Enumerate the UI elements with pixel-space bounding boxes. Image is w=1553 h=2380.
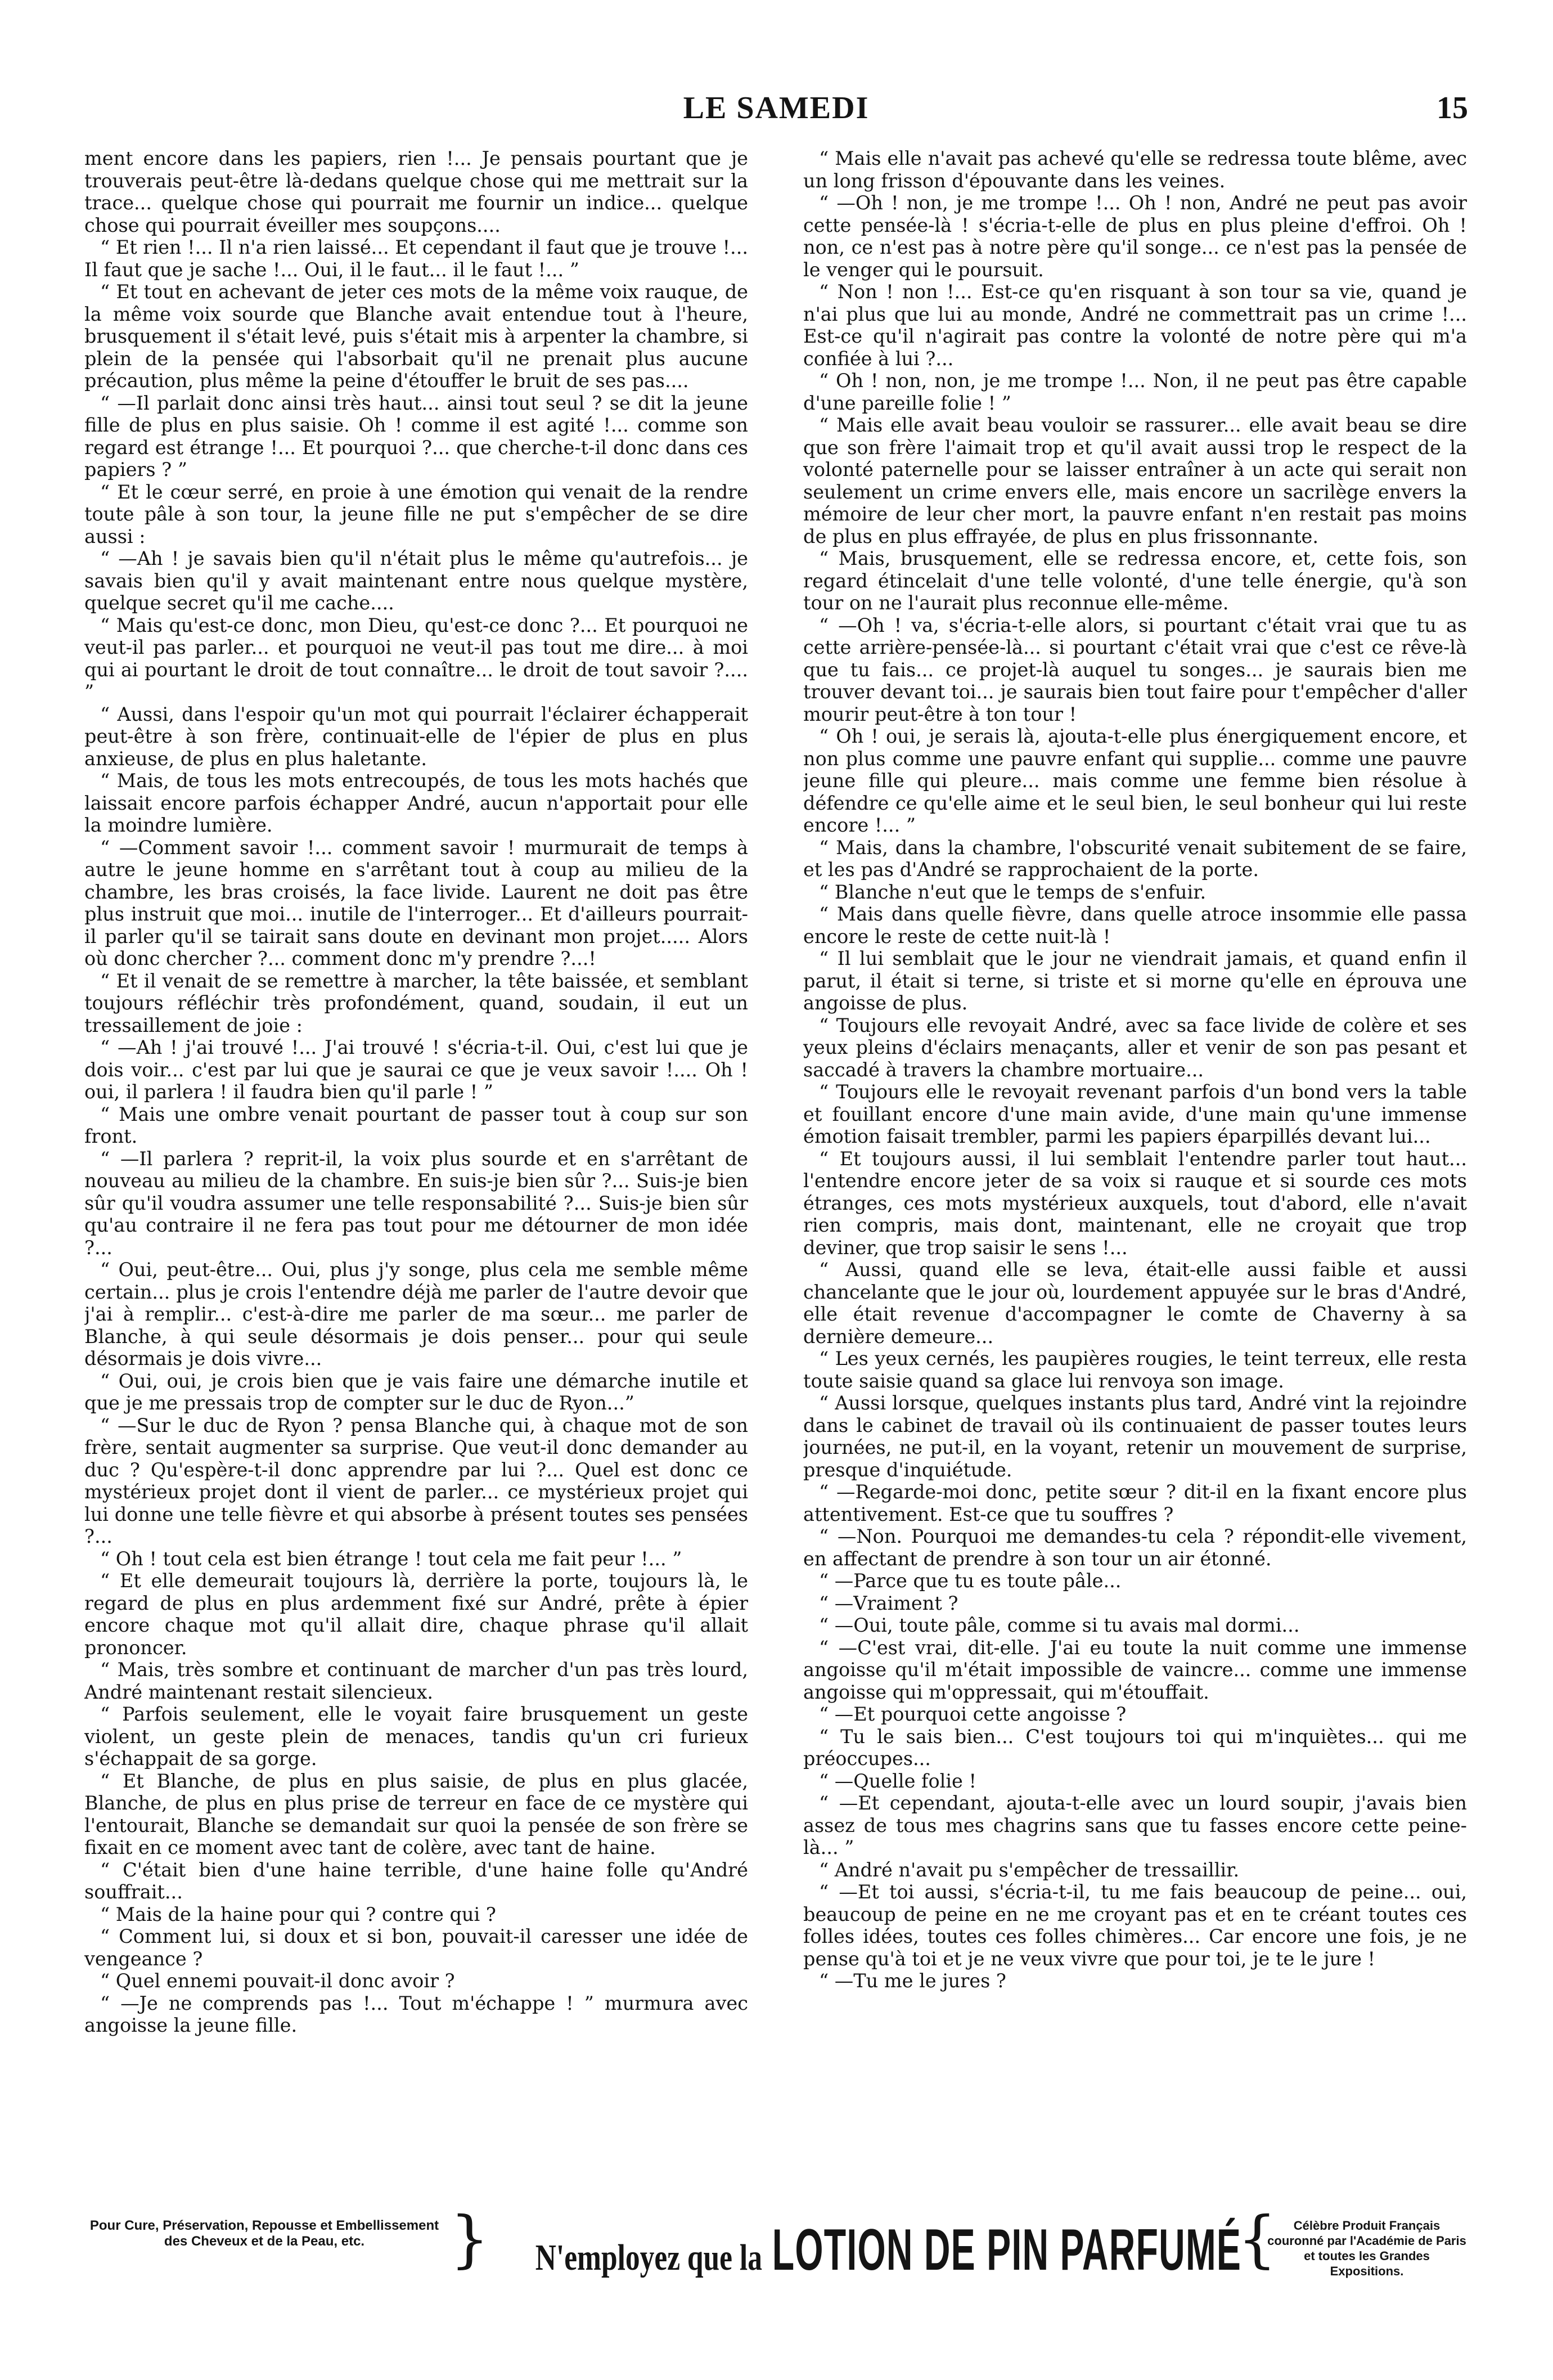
paragraph: “ Et elle demeurait toujours là, derrière la porte, toujours là, le regard de plus en plus ardemment fixé sur André, prête à épier encore chaque mot qu'il allait dire, chaque phrase qu'il allait prononcer. bbox=[84, 1570, 748, 1659]
paragraph: “ —Comment savoir !... comment savoir ! murmurait de temps à autre le jeune homme en s'arrêtant tout à coup au milieu de la chambre, les bras croisés, la face livide. Laurent ne doit pas être plus instruit que moi... inutile de l'interroger... Et d'ailleurs pourrait-il parler qu'il se tairait sans doute en devinant mon projet..... Alors où donc chercher ?... comment donc m'y prendre ?...! bbox=[84, 836, 748, 969]
paragraph: “ Mais, très sombre et continuant de marcher d'un pas très lourd, André maintenant restait silencieux. bbox=[84, 1659, 748, 1703]
paragraph: “ —Parce que tu es toute pâle... bbox=[819, 1570, 1122, 1592]
ad-right-caption: Célèbre Produit Français couronné par l'Académie de Paris et toutes les Grandes Expositions. bbox=[1267, 2219, 1466, 2278]
paragraph: “ —Quelle folie ! bbox=[819, 1770, 976, 1792]
paragraph: “ C'était bien d'une haine terrible, d'une haine folle qu'André souffrait... bbox=[84, 1858, 748, 1903]
paragraph: “ Tu le sais bien... C'est toujours toi qui m'inquiètes... qui me préoccupes... bbox=[803, 1725, 1467, 1770]
paragraph: “ —Sur le duc de Ryon ? pensa Blanche qui, à chaque mot de son frère, sentait augmenter sa surprise. Que veut-il donc demander au duc ? Qu'espère-t-il donc apprendre par lui ?... Quel est donc ce mystérieux projet dont il vient de parler... ce mystérieux projet qui lui donne une telle fièvre et qui absorbe à présent toutes ses pensées ?... bbox=[84, 1414, 748, 1547]
paragraph: “ —Et toi aussi, s'écria-t-il, tu me fais beaucoup de peine... oui, beaucoup de peine en ne me croyant pas et en te créant toutes ces folles idées, toutes ces folles chimères... Car encore une fois, je ne pense qu'à toi et je ne veux vivre que pour toi, je te le jure ! bbox=[803, 1881, 1467, 1970]
ad-brace-right: { bbox=[1237, 2203, 1277, 2275]
paragraph: “ Mais une ombre venait pourtant de passer tout à coup sur son front. bbox=[84, 1103, 748, 1147]
left-text-column bbox=[84, 147, 748, 2190]
paragraph: “ Mais elle n'avait pas achevé qu'elle se redressa toute blême, avec un long frisson d'épouvante dans les veines. bbox=[803, 147, 1467, 192]
paragraph: “ Quel ennemi pouvait-il donc avoir ? bbox=[100, 1970, 455, 1992]
paragraph: “ Oui, peut-être... Oui, plus j'y songe, plus cela me semble même certain... plus je crois l'entendre déjà me parler de l'autre devoir que j'ai à remplir... c'est-à-dire me parler de ma sœur... me parler de Blanche, à qui seule désormais je dois penser... pour qui seule désormais je dois vivre... bbox=[84, 1259, 748, 1369]
paragraph: “ —Oh ! non, je me trompe !... Oh ! non, André ne peut pas avoir cette pensée-là ! s'écria-t-elle de plus en plus pleine d'effroi. Oh ! non, ce n'est pas à notre père qu'il songe... ce n'est pas la pensée de le venger qui le poursuit. bbox=[803, 192, 1467, 281]
paragraph: ment encore dans les papiers, rien !... Je pensais pourtant que je trouverais peut-être là-dedans quelque chose qui me mettrait sur la trace... quelque chose qui pourrait me fournir un indice... quelque chose qui pourrait éveiller mes soupçons.... bbox=[84, 147, 748, 236]
newspaper-title: LE SAMEDI bbox=[683, 91, 870, 125]
paragraph: “ Et le cœur serré, en proie à une émotion qui venait de la rendre toute pâle à son tour, la jeune fille ne put s'empêcher de se dire aussi : bbox=[84, 481, 748, 547]
paragraph: “ Mais qu'est-ce donc, mon Dieu, qu'est-ce donc ?... Et pourquoi ne veut-il pas parler... et pourquoi ne veut-il pas tout me dire... à moi qui ai pourtant le droit de tout connaître... le droit de tout savoir ?.... ” bbox=[84, 614, 748, 703]
paragraph: “ André n'avait pu s'empêcher de tressaillir. bbox=[819, 1858, 1240, 1881]
paragraph: “ —Et pourquoi cette angoisse ? bbox=[819, 1703, 1127, 1725]
paragraph: “ —Tu me le jures ? bbox=[819, 1970, 1006, 1992]
paragraph: “ Aussi lorsque, quelques instants plus tard, André vint la rejoindre dans le cabinet de travail où ils continuaient de passer toutes leurs journées, ne put-il, en la voyant, retenir un mouvement de surprise, presque d'inquiétude. bbox=[803, 1392, 1467, 1481]
paragraph: “ Mais dans quelle fièvre, dans quelle atroce insommie elle passa encore le reste de cette nuit-là ! bbox=[803, 903, 1467, 947]
paragraph: “ Aussi, dans l'espoir qu'un mot qui pourrait l'éclairer échapperait peut-être à son frère, continuait-elle de l'épier de plus en plus anxieuse, de plus en plus haletante. bbox=[84, 703, 748, 770]
page-header bbox=[84, 90, 1468, 124]
paragraph: “ Et il venait de se remettre à marcher, la tête baissée, et semblant toujours réfléchir très profondément, quand, soudain, il eut un tressaillement de joie : bbox=[84, 969, 748, 1036]
paragraph: “ —Oui, toute pâle, comme si tu avais mal dormi... bbox=[819, 1614, 1300, 1636]
paragraph: “ —Vraiment ? bbox=[819, 1592, 958, 1614]
paragraph: “ Mais de la haine pour qui ? contre qui ? bbox=[100, 1903, 496, 1925]
right-text-column bbox=[803, 147, 1467, 2190]
paragraph: “ Et toujours aussi, il lui semblait l'entendre parler tout haut... l'entendre encore jeter de sa voix si rauque et si sourde ces mots étranges, ces mots mystérieux auxquels, tout d'abord, elle n'avait rien compris, mais dont, maintenant, elle ne croyait que trop deviner, que trop saisir le sens !... bbox=[803, 1147, 1467, 1259]
paragraph: “ Et tout en achevant de jeter ces mots de la même voix rauque, de la même voix sourde que Blanche avait entendue tout à l'heure, brusquement il s'était levé, puis s'était mis à arpenter la chambre, si plein de la pensée qui l'absorbait qu'il ne prenait plus aucune précaution, plus même la peine d'étouffer le bruit de ses pas.... bbox=[84, 281, 748, 392]
paragraph: “ Aussi, quand elle se leva, était-elle aussi faible et aussi chancelante que le jour où, lourdement appuyée sur le bras d'André, elle était revenue d'accompagner le comte de Chaverny à sa dernière demeure... bbox=[803, 1259, 1467, 1348]
ad-product-name: LOTION DE PIN PARFUMÉ bbox=[772, 2217, 1241, 2283]
paragraph: “ Oh ! tout cela est bien étrange ! tout cela me fait peur !... ” bbox=[100, 1547, 682, 1570]
paragraph: “ Parfois seulement, elle le voyait faire brusquement un geste violent, un geste plein de menaces, tandis qu'un cri furieux s'échappait de sa gorge. bbox=[84, 1703, 748, 1770]
paragraph: “ —Ah ! je savais bien qu'il n'était plus le même qu'autrefois... je savais bien qu'il y avait maintenant entre nous quelque mystère, quelque secret qu'il me cache.... bbox=[84, 547, 748, 614]
paragraph: “ —Je ne comprends pas !... Tout m'échappe ! ” murmura avec angoisse la jeune fille. bbox=[84, 1992, 748, 2036]
advertisement-footer bbox=[84, 2203, 1468, 2302]
paragraph: “ —Non. Pourquoi me demandes-tu cela ? répondit-elle vivement, en affectant de prendre à son tour un air étonné. bbox=[803, 1525, 1467, 1570]
paragraph: “ Mais elle avait beau vouloir se rassurer... elle avait beau se dire que son frère l'aimait trop et qu'il avait aussi trop le respect de la volonté paternelle pour se laisser entraîner à un acte qui serait non seulement un crime envers elle, mais encore un sacrilège envers la mémoire de leur cher mort, la pauvre enfant n'en restait pas moins de plus en plus effrayée, de plus en plus frissonnante. bbox=[803, 414, 1467, 547]
paragraph: “ Mais, brusquement, elle se redressa encore, et, cette fois, son regard étincelait d'une telle volonté, d'une telle énergie, qu'à son tour on ne l'aurait plus reconnue elle-même. bbox=[803, 547, 1467, 614]
paragraph: “ Blanche n'eut que le temps de s'enfuir. bbox=[819, 881, 1207, 903]
paragraph: “ Oui, oui, je crois bien que je vais faire une démarche inutile et que je me pressais trop de compter sur le duc de Ryon...” bbox=[84, 1369, 748, 1414]
paragraph: “ Non ! non !... Est-ce qu'en risquant à son tour sa vie, quand je n'ai plus que lui au monde, André ne commettrait pas un crime !... Est-ce qu'il n'agirait pas contre la volonté de notre père qui m'a confiée à lui ?... bbox=[803, 281, 1467, 370]
paragraph: “ —Regarde-moi donc, petite sœur ? dit-il en la fixant encore plus attentivement. Est-ce que tu souffres ? bbox=[803, 1481, 1467, 1525]
paragraph: “ Oh ! oui, je serais là, ajouta-t-elle plus énergiquement encore, et non plus comme une pauvre enfant qui supplie... comme une pauvre jeune fille qui pleure... mais comme une femme bien résolue à défendre ce qu'elle aime et le seul bien, le seul bonheur qui lui reste encore !... ” bbox=[803, 725, 1467, 836]
page-number: 15 bbox=[1437, 91, 1468, 125]
ad-left-caption: Pour Cure, Préservation, Repousse et Embellissement des Cheveux et de la Peau, etc. bbox=[89, 2218, 439, 2249]
paragraph: “ Oh ! non, non, je me trompe !... Non, il ne peut pas être capable d'une pareille folie ! ” bbox=[803, 370, 1467, 414]
paragraph: “ Comment lui, si doux et si bon, pouvait-il caresser une idée de vengeance ? bbox=[84, 1925, 748, 1970]
paragraph: “ Mais, de tous les mots entrecoupés, de tous les mots hachés que laissait encore parfois échapper André, aucun n'apportait pour elle la moindre lumière. bbox=[84, 770, 748, 836]
paragraph: “ —C'est vrai, dit-elle. J'ai eu toute la nuit comme une immense angoisse qu'il m'était impossible de vaincre... comme une immense angoisse qui m'oppressait, qui m'étouffait. bbox=[803, 1636, 1467, 1703]
paragraph: “ Et rien !... Il n'a rien laissé... Et cependant il faut que je trouve !... Il faut que je sache !... Oui, il le faut... il le faut !... ” bbox=[84, 236, 748, 281]
paragraph: “ —Et cependant, ajouta-t-elle avec un lourd soupir, j'avais bien assez de tous mes chagrins sans que tu fasses encore cette peine-là... ” bbox=[803, 1792, 1467, 1858]
ad-brace-left: } bbox=[450, 2203, 489, 2275]
paragraph: “ —Ah ! j'ai trouvé !... J'ai trouvé ! s'écria-t-il. Oui, c'est lui que je dois voir... c'est par lui que je saurai ce que je veux savoir !.... Oh ! oui, il parlera ! il faudra bien qu'il parle ! ” bbox=[84, 1036, 748, 1103]
paragraph: “ —Oh ! va, s'écria-t-elle alors, si pourtant c'était vrai que tu as cette arrière-pensée-là... si pourtant c'était vrai que c'est ce rêve-là que tu fais... ce projet-là auquel tu songes... je saurais bien me trouver devant toi... je saurais bien tout faire pour t'empêcher d'aller mourir peut-être à ton tour ! bbox=[803, 614, 1467, 725]
paragraph: “ Il lui semblait que le jour ne viendrait jamais, et quand enfin il parut, il était si terne, si triste et si morne qu'elle en éprouva une angoisse de plus. bbox=[803, 947, 1467, 1014]
paragraph: “ Et Blanche, de plus en plus saisie, de plus en plus glacée, Blanche, de plus en plus prise de terreur en face de ce mystère qui l'entourait, Blanche se demandait sur quoi la pensée de son frère se fixait en ce moment avec tant de colère, avec tant de haine. bbox=[84, 1770, 748, 1858]
paragraph: “ Mais, dans la chambre, l'obscurité venait subitement de se faire, et les pas d'André se rapprochaient de la porte. bbox=[803, 836, 1467, 881]
paragraph: “ —Il parlait donc ainsi très haut... ainsi tout seul ? se dit la jeune fille de plus en plus saisie. Oh ! comme il est agité !... comme son regard est étrange !... Et pourquoi ?... que cherche-t-il donc dans ces papiers ? ” bbox=[84, 392, 748, 481]
paragraph: “ Toujours elle revoyait André, avec sa face livide de colère et ses yeux pleins d'éclairs menaçants, aller et venir de son pas pesant et saccadé à travers la chambre mortuaire... bbox=[803, 1014, 1467, 1081]
paragraph: “ —Il parlera ? reprit-il, la voix plus sourde et en s'arrêtant de nouveau au milieu de la chambre. En suis-je bien sûr ?... Suis-je bien sûr qu'il voudra assumer une telle responsabilité ?... Suis-je bien sûr qu'au contraire il ne fera pas tout pour me détourner de mon idée ?... bbox=[84, 1147, 748, 1259]
paragraph: “ Toujours elle le revoyait revenant parfois d'un bond vers la table et fouillant encore d'une main avide, d'une main qu'une immense émotion faisait trembler, parmi les papiers éparpillés devant lui... bbox=[803, 1081, 1467, 1147]
ad-slogan-prefix: N'employez que la bbox=[535, 2237, 762, 2278]
paragraph: “ Les yeux cernés, les paupières rougies, le teint terreux, elle resta toute saisie quand sa glace lui renvoya son image. bbox=[803, 1348, 1467, 1392]
ad-slogan bbox=[478, 2217, 1241, 2283]
